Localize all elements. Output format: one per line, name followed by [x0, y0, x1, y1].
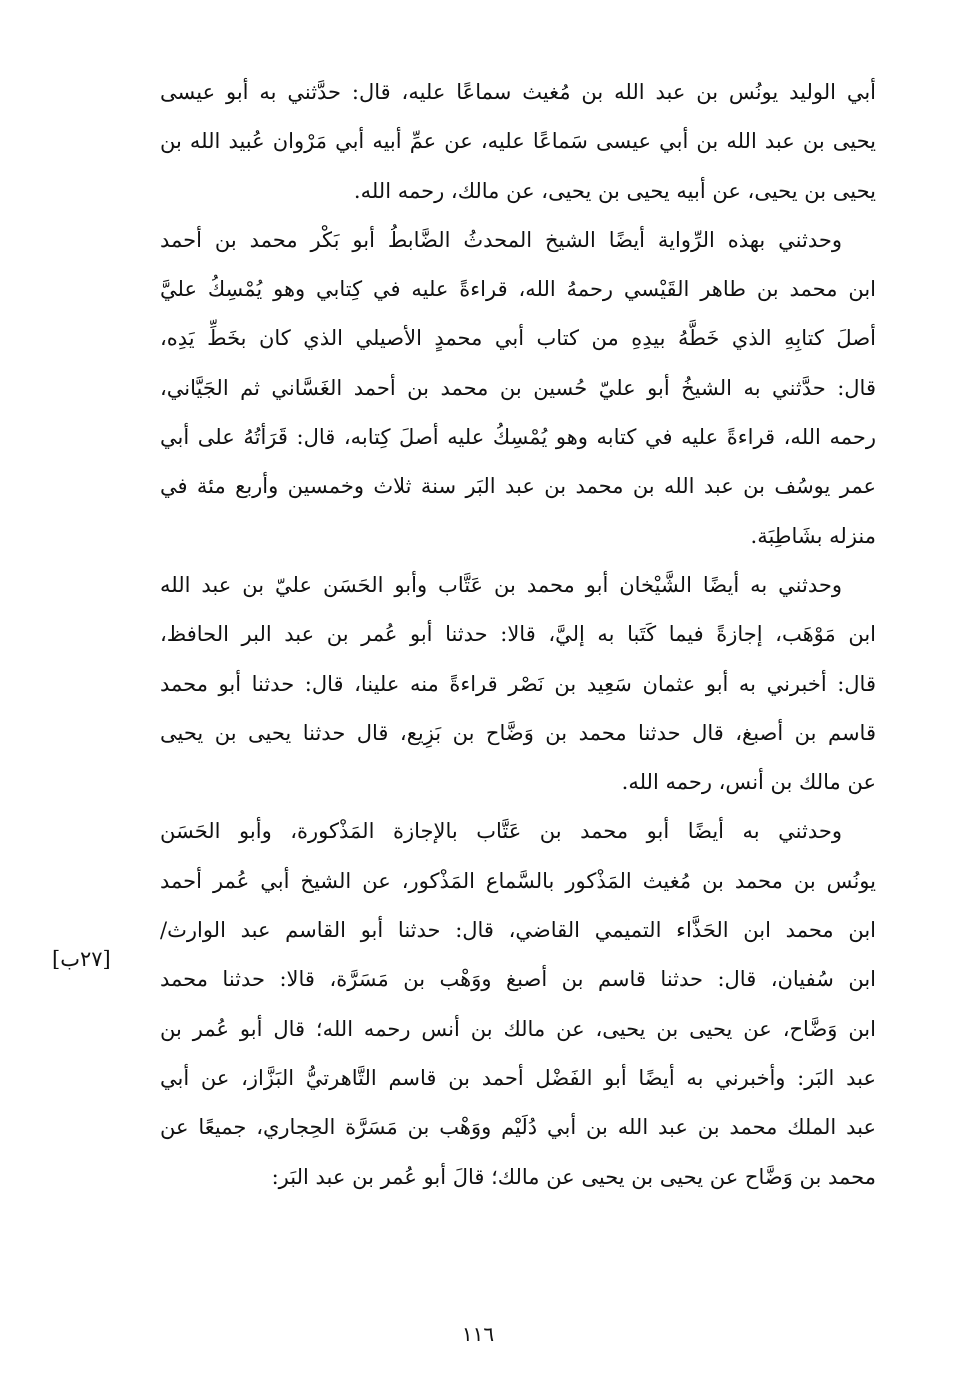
text-line: منزله بشَاطِبَة.	[750, 523, 876, 548]
text-line: ابن سُفيان، قال: حدثنا قاسم بن أصبغ ووَهْب بن مَسَرَّة، قالا: حدثنا محمد	[160, 967, 876, 992]
text-line: رحمه الله، قراءةً عليه في كتابه وهو يُمْسِكُ عليه أصلَ كِتابه، قال: قَرَأتُهُ على أبي	[160, 425, 876, 450]
text-line: وحدثني بهذه الرِّواية أيضًا الشيخ المحدثُ الضَّابطُ أبو بَكْر محمد بن أحمد	[160, 227, 842, 252]
text-line: ابن وَضَّاح، عن يحيى بن يحيى، عن مالك بن أنس رحمه الله؛ قال أبو عُمر بن	[160, 1016, 876, 1041]
text-line: عبد الملك محمد بن عبد الله بن أبي دُلَيْم ووَهْب بن مَسَرَّة الحِجاري، جميعًا عن	[160, 1115, 876, 1140]
text-line: أصلَ كتابِهِ الذي خَطَّهُ بيدِهِ من كتاب أبي محمدٍ الأصيلي الذي كان بخَطِّ يَدِه،	[160, 326, 876, 351]
text-line: عن مالك بن أنس، رحمه الله.	[621, 770, 876, 795]
text-line: وحدثني به أيضًا أبو محمد بن عَتَّاب بالإجازة المَذْكورة، وأبو الحَسَن	[160, 819, 842, 844]
text-line: محمد بن وَضَّاح عن يحيى بن يحيى عن مالك؛ قالَ أبو عُمر بن عبد البَر:	[271, 1164, 876, 1189]
folio-margin-note: [٢٧ب]	[52, 947, 111, 971]
text-line: ابن مَوْهَب، إجازةً فيما كَتَبا به إليَّ، قالا: حدثنا أبو عُمر بن عبد البر الحافظ،	[160, 622, 876, 647]
text-line: قال: أخبرني به أبو عثمان سَعِيد بن نَصْر قراءةً منه علينا، قال: حدثنا أبو محمد	[160, 671, 876, 696]
text-line: أبي الوليد يونُس بن عبد الله بن مُغيث سماعًا عليه، قال: حدَّثني به أبو عيسى	[160, 80, 876, 104]
text-line: يحيى بن عبد الله بن أبي عيسى سَماعًا عليه، عن عمِّ أبيه أبي مَرْوان عُبيد الله بن	[160, 129, 876, 154]
text-line: قال: حدَّثني به الشيخُ أبو عليّ حُسين بن محمد بن أحمد الغَسَّاني ثم الجَيَّاني،	[160, 375, 876, 400]
page-number: ١١٦	[461, 1322, 495, 1346]
text-line: ابن محمد بن طاهر القَيْسي رحمهُ الله، قراءةً عليه في كِتابي وهو يُمْسِكُ عليَّ	[160, 277, 876, 302]
text-line: عمر يوسُف بن عبد الله بن محمد بن عبد البَر سنة ثلاث وخمسين وأربع مئة في	[160, 474, 876, 499]
text-line: يحيى بن يحيى، عن أبيه يحيى بن يحيى، عن مالك، رحمه الله.	[353, 178, 876, 203]
text-line: ابن محمد ابن الحَذَّاء التميمي القاضي، قال: حدثنا أبو القاسم عبد الوارث/	[160, 918, 876, 943]
text-line: يونُس بن محمد بن مُغيث المَذْكور بالسَّماع المَذْكور، عن الشيخ أبي عُمر أحمد	[160, 868, 876, 893]
text-line: عبد البَر: وأخبرني به أيضًا أبو الفَضْل أحمد بن قاسم التَّاهرتيُّ البَزَّاز، عن أبي	[160, 1065, 876, 1090]
main-text	[160, 68, 876, 1202]
text-line: وحدثني به أيضًا الشَّيْخان أبو محمد بن عَتَّاب وأبو الحَسَن عليّ بن عبد الله	[160, 572, 842, 597]
text-line: قاسم بن أصبغ، قال حدثنا محمد بن وَضَّاح بن بَزِيع، قال حدثنا يحيى بن يحيى	[160, 720, 876, 745]
